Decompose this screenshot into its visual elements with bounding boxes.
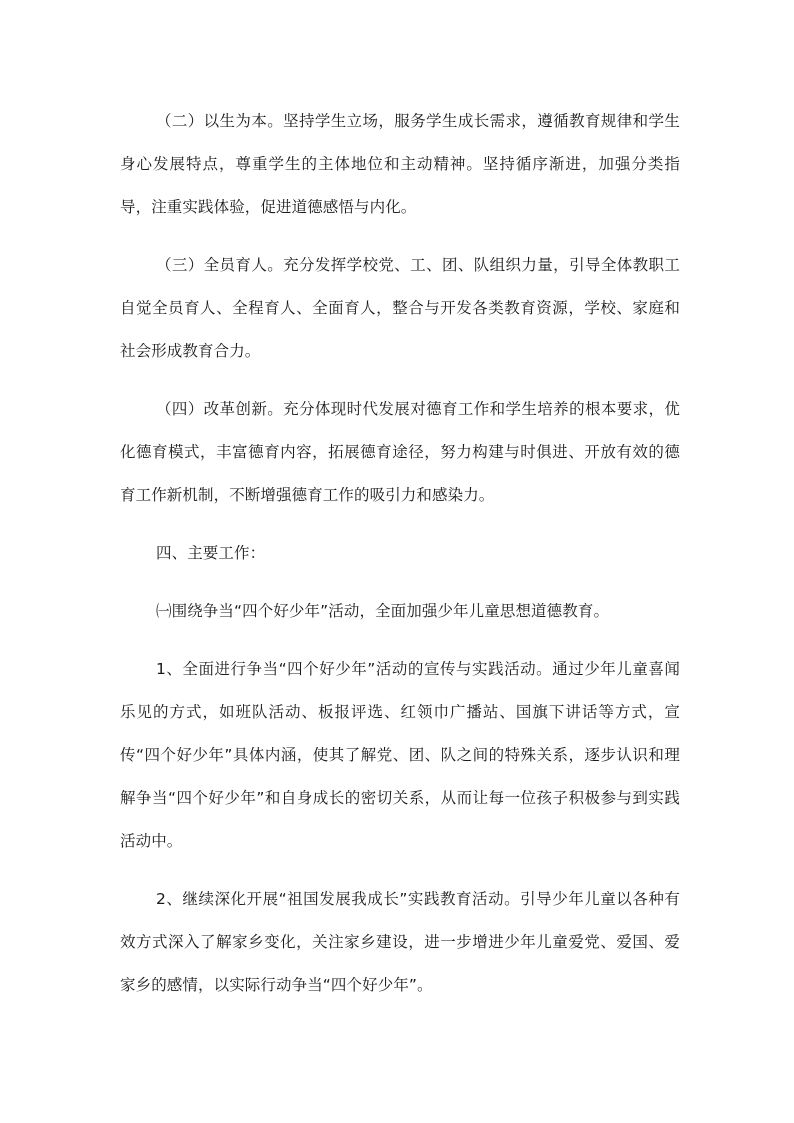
section-heading-main-work: 四、主要工作： <box>156 544 266 562</box>
paragraph-principle-4: （四）改革创新。充分体现时代发展对德育工作和学生培养的根本要求，优化德育模式，丰富德育内容，拓展德育途径，努力构建与时俱进、开放有效的德育工作新机制，不断增强德育工作的吸引力和感染力。 <box>120 400 680 504</box>
document-body <box>120 100 680 1022</box>
paragraph-principle-2: （二）以生为本。坚持学生立场，服务学生成长需求，遵循教育规律和学生身心发展特点，尊重学生的主体地位和主动精神。坚持循序渐进，加强分类指导，注重实践体验，促进道德感悟与内化。 <box>120 112 680 216</box>
paragraph-work-subitem-2: 2、继续深化开展“祖国发展我成长”实践教育活动。引导少年儿童以各种有效方式深入了解家乡变化，关注家乡建设，进一步增进少年儿童爱党、爱国、爱家乡的感情，以实际行动争当“四个好少年”。 <box>120 890 680 994</box>
paragraph-work-item-1: ㈠围绕争当“四个好少年”活动，全面加强少年儿童思想道德教育。 <box>156 602 610 620</box>
paragraph-work-subitem-1: 1、全面进行争当“四个好少年”活动的宣传与实践活动。通过少年儿童喜闻乐见的方式，如班队活动、板报评选、红领巾广播站、国旗下讲话等方式，宣传“四个好少年”具体内涵，使其了解党、团、队之间的特殊关系，逐步认识和理解争当“四个好少年”和自身成长的密切关系，从而让每一位孩子积极参与到实践活动中。 <box>120 660 680 850</box>
paragraph-principle-3: （三）全员育人。充分发挥学校党、工、团、队组织力量，引导全体教职工自觉全员育人、全程育人、全面育人，整合与开发各类教育资源，学校、家庭和社会形成教育合力。 <box>120 256 680 360</box>
